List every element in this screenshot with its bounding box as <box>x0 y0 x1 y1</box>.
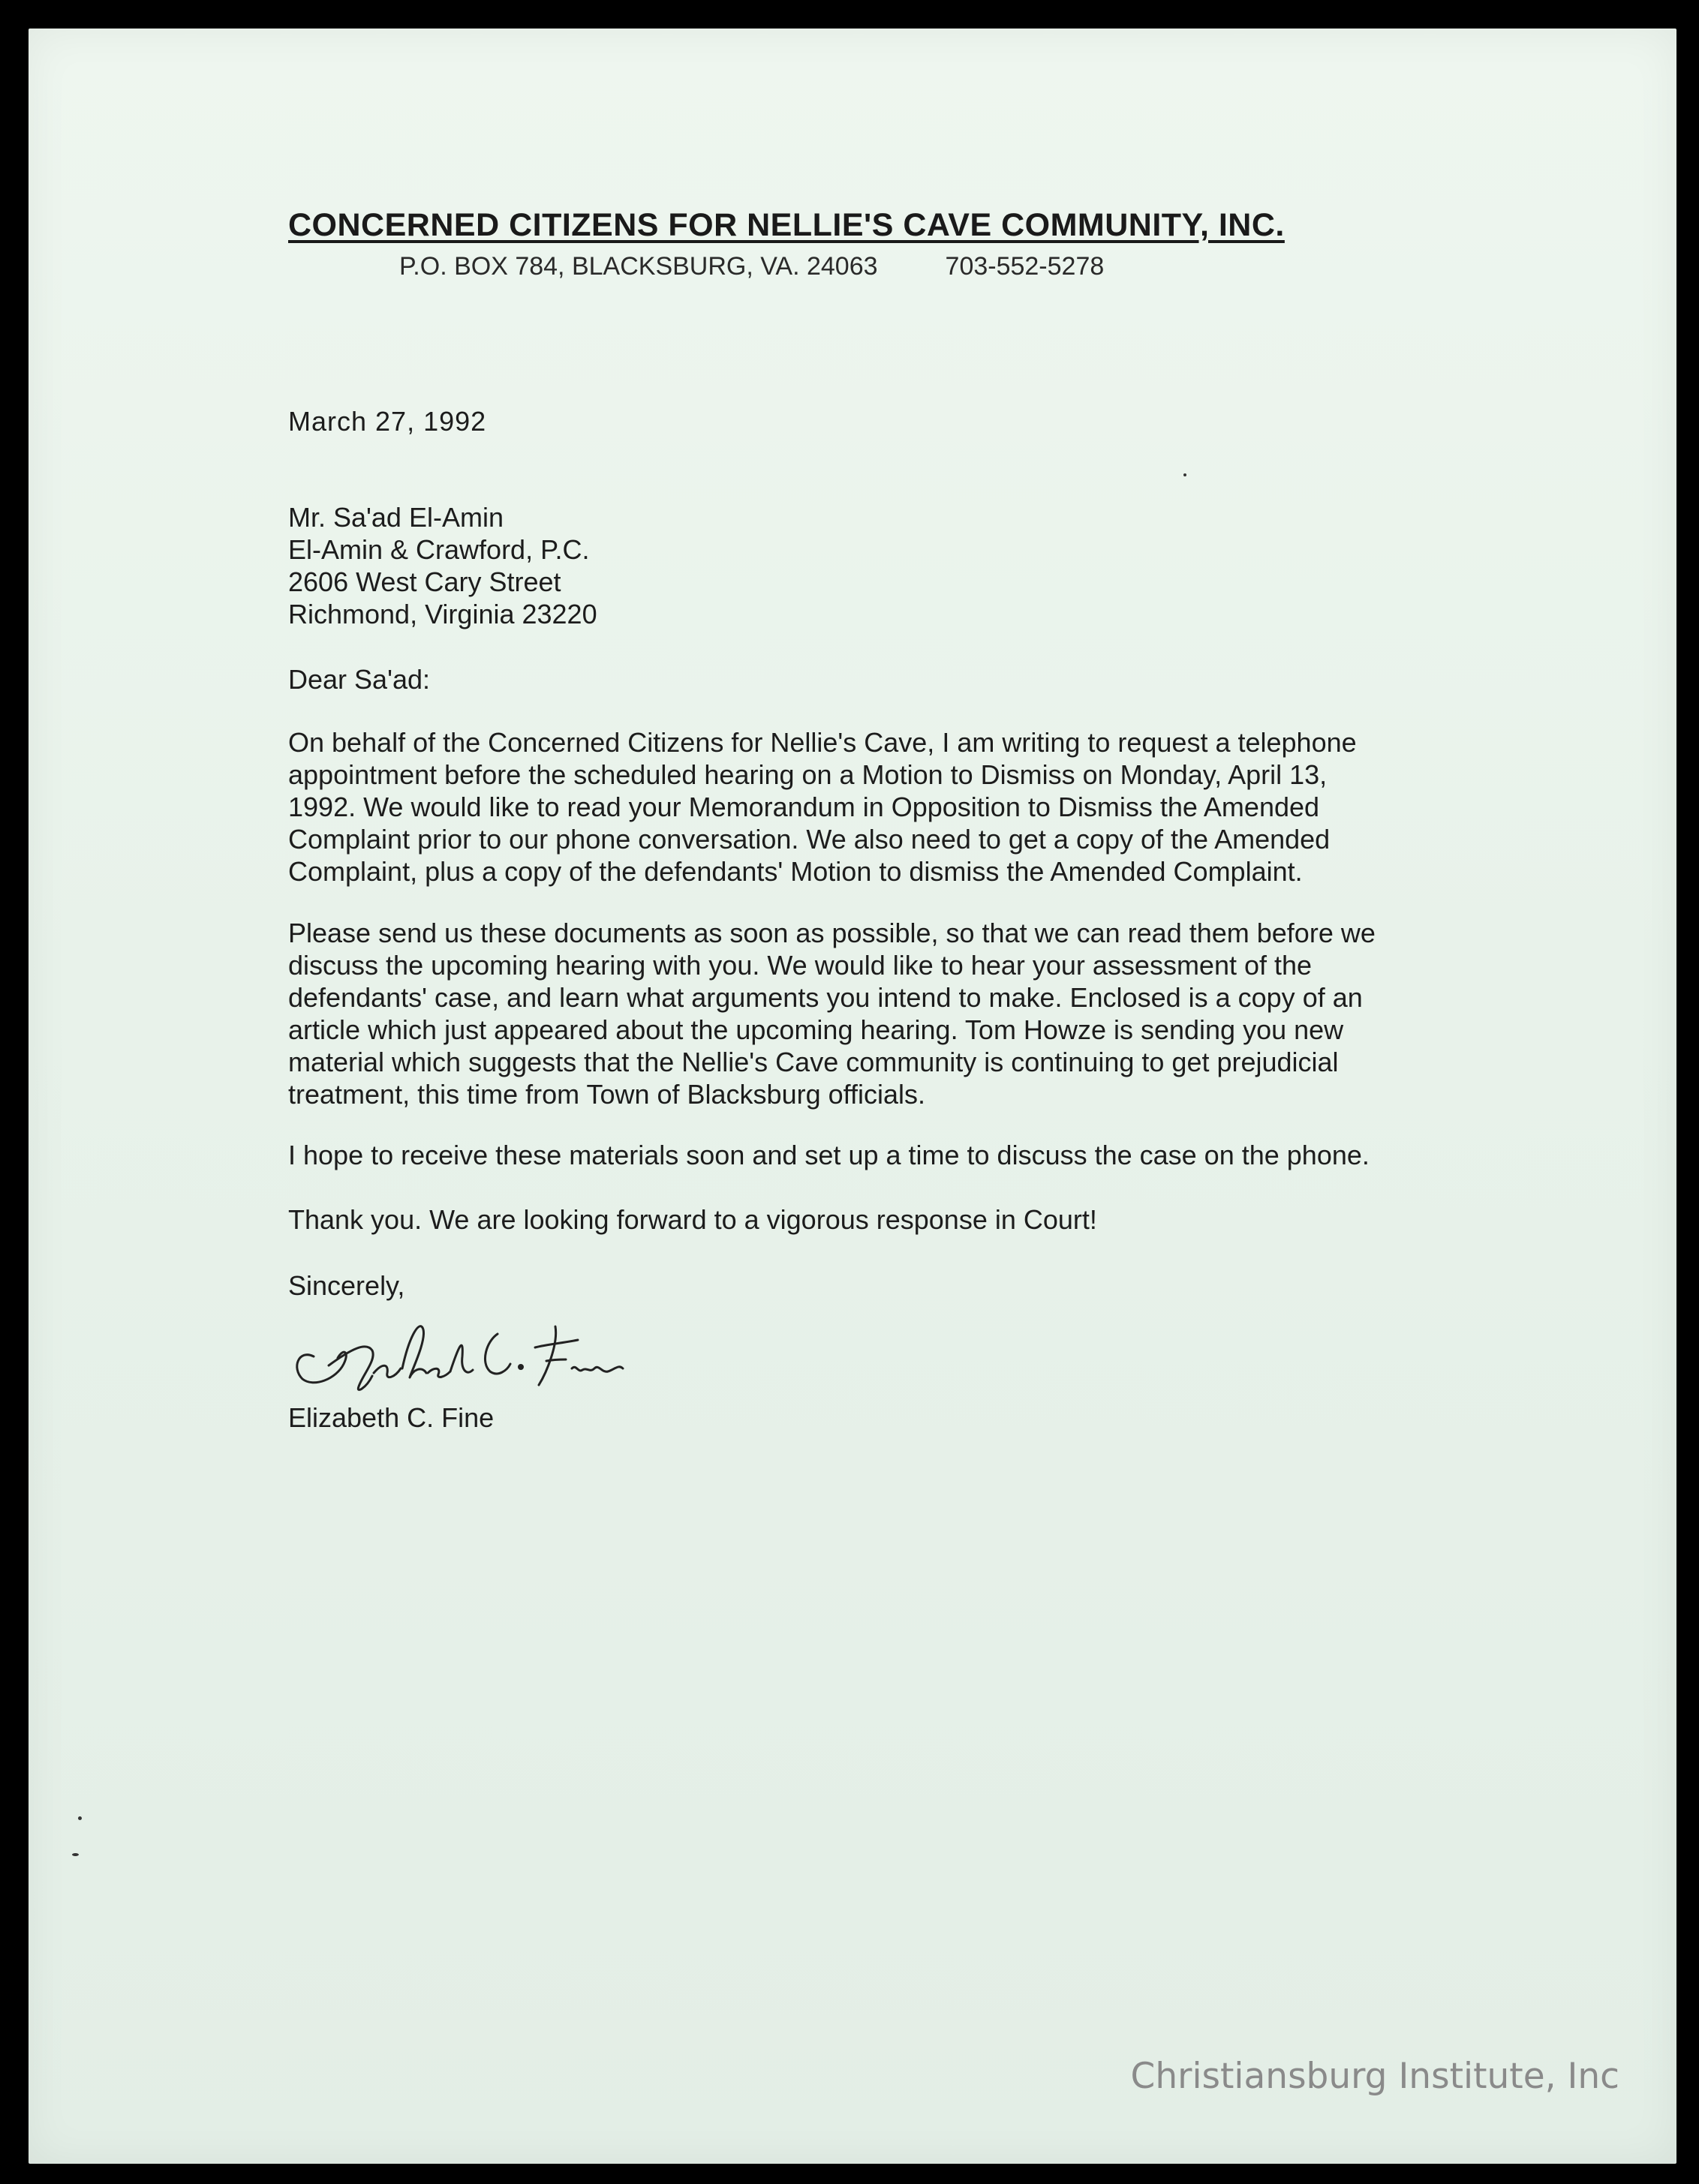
archive-watermark: Christiansburg Institute, Inc <box>1130 2056 1619 2097</box>
paragraph-line: treatment, this time from Town of Blacksburg officials. <box>288 1079 926 1110</box>
paragraph-4 <box>288 1203 1097 1236</box>
paragraph-line: I hope to receive these materials soon and set up a time to discuss the case on the phone. <box>288 1140 1370 1170</box>
paragraph-line: material which suggests that the Nellie's Cave community is continuing to get prejudicial <box>288 1047 1339 1077</box>
paragraph-1 <box>288 726 1357 888</box>
paragraph-line: 1992. We would like to read your Memorandum in Opposition to Dismiss the Amended <box>288 792 1320 822</box>
paper-speck <box>72 1853 79 1856</box>
paragraph-line: Thank you. We are looking forward to a vigorous response in Court! <box>288 1204 1097 1235</box>
paragraph-line: Please send us these documents as soon as possible, so that we can read them before we <box>288 918 1376 948</box>
paragraph-line: article which just appeared about the upcoming hearing. Tom Howze is sending you new <box>288 1014 1344 1045</box>
closing: Sincerely, <box>288 1270 405 1301</box>
paper-speck <box>78 1816 82 1820</box>
paragraph-2 <box>288 917 1376 1110</box>
paragraph-line: On behalf of the Concerned Citizens for Nellie's Cave, I am writing to request a telephone <box>288 727 1357 758</box>
letterhead-title: CONCERNED CITIZENS FOR NELLIE'S CAVE COMMUNITY, INC. <box>288 207 1285 243</box>
signer-name: Elizabeth C. Fine <box>288 1402 495 1433</box>
letter-date: March 27, 1992 <box>288 406 487 437</box>
letterhead-po-box: P.O. BOX 784, BLACKSBURG, VA. 24063 <box>399 252 878 281</box>
recipient-address <box>288 501 597 630</box>
paragraph-line: Complaint, plus a copy of the defendants' Motion to dismiss the Amended Complaint. <box>288 856 1303 887</box>
paragraph-line: discuss the upcoming hearing with you. We would like to hear your assessment of the <box>288 950 1313 981</box>
paragraph-3 <box>288 1139 1370 1171</box>
paper-speck <box>1183 473 1186 476</box>
letterhead-phone: 703-552-5278 <box>945 252 1105 281</box>
recipient-city: Richmond, Virginia 23220 <box>288 599 597 629</box>
paragraph-line: defendants' case, and learn what arguments you intend to make. Enclosed is a copy of an <box>288 982 1363 1013</box>
paragraph-line: Complaint prior to our phone conversation. We also need to get a copy of the Amended <box>288 824 1331 855</box>
recipient-firm: El-Amin & Crawford, P.C. <box>288 534 590 565</box>
handwritten-signature <box>284 1304 659 1394</box>
recipient-street: 2606 West Cary Street <box>288 566 561 597</box>
letterhead-address <box>399 252 1104 281</box>
salutation: Dear Sa'ad: <box>288 664 430 695</box>
paragraph-line: appointment before the scheduled hearing on a Motion to Dismiss on Monday, April 13, <box>288 759 1328 790</box>
recipient-name: Mr. Sa'ad El-Amin <box>288 502 504 533</box>
